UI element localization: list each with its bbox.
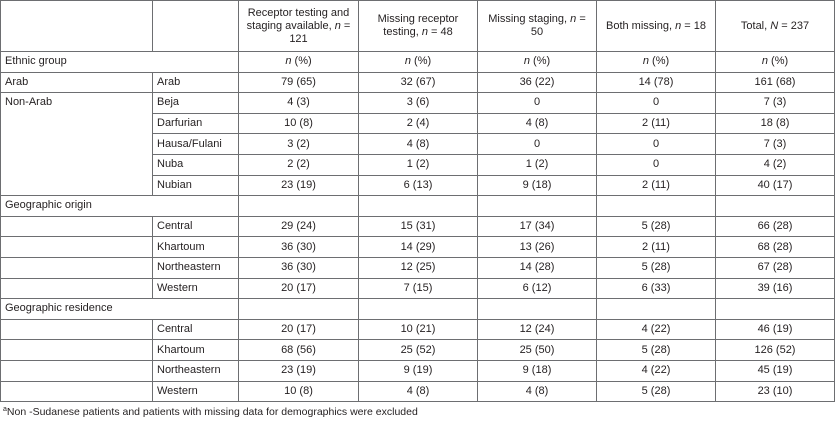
- value-cell: 7 (15): [359, 278, 478, 299]
- value-cell: 4 (8): [478, 381, 597, 402]
- value-cell: 12 (25): [359, 257, 478, 278]
- value-cell: 18 (8): [716, 113, 835, 134]
- value-cell: 5 (28): [597, 257, 716, 278]
- unit-label: n (%): [359, 52, 478, 73]
- empty-cell: [1, 381, 153, 402]
- value-cell: 4 (3): [239, 93, 359, 114]
- empty-cell: [1, 340, 153, 361]
- value-cell: 45 (19): [716, 360, 835, 381]
- unit-label: n (%): [716, 52, 835, 73]
- value-cell: 32 (67): [359, 72, 478, 93]
- row-label: Northeastern: [153, 360, 239, 381]
- row-label: Central: [153, 216, 239, 237]
- value-cell: 6 (13): [359, 175, 478, 196]
- empty-cell: [1, 257, 153, 278]
- value-cell: 4 (8): [359, 381, 478, 402]
- value-cell: 10 (21): [359, 319, 478, 340]
- empty-cell: [239, 196, 359, 217]
- value-cell: 0: [478, 134, 597, 155]
- value-cell: 1 (2): [359, 154, 478, 175]
- value-cell: 4 (22): [597, 319, 716, 340]
- empty-cell: [239, 299, 359, 320]
- section-label-residence: Geographic residence: [1, 299, 239, 320]
- value-cell: 3 (6): [359, 93, 478, 114]
- unit-label: n (%): [597, 52, 716, 73]
- empty-cell: [359, 196, 478, 217]
- table-row: [1, 319, 835, 340]
- value-cell: 5 (28): [597, 381, 716, 402]
- value-cell: 79 (65): [239, 72, 359, 93]
- value-cell: 2 (4): [359, 113, 478, 134]
- table-row: [1, 237, 835, 258]
- empty-cell: [478, 299, 597, 320]
- value-cell: 2 (11): [597, 175, 716, 196]
- footnote-mark: a: [3, 406, 7, 413]
- value-cell: 4 (8): [478, 113, 597, 134]
- empty-cell: [359, 299, 478, 320]
- row-label: Beja: [153, 93, 239, 114]
- row-label: Central: [153, 319, 239, 340]
- row-label: Darfurian: [153, 113, 239, 134]
- row-label: Nubian: [153, 175, 239, 196]
- value-cell: 0: [478, 93, 597, 114]
- value-cell: 3 (2): [239, 134, 359, 155]
- value-cell: 25 (50): [478, 340, 597, 361]
- value-cell: 17 (34): [478, 216, 597, 237]
- value-cell: 4 (22): [597, 360, 716, 381]
- unit-label: n (%): [478, 52, 597, 73]
- value-cell: 40 (17): [716, 175, 835, 196]
- value-cell: 4 (8): [359, 134, 478, 155]
- value-cell: 9 (18): [478, 360, 597, 381]
- column-header-total: Total, N = 237: [716, 1, 835, 52]
- section-row-ethnic: [1, 52, 835, 73]
- row-label: Arab: [153, 72, 239, 93]
- value-cell: 68 (56): [239, 340, 359, 361]
- table-row: [1, 340, 835, 361]
- empty-cell: [1, 278, 153, 299]
- header-blank-cell: [153, 1, 239, 52]
- section-label-ethnic: Ethnic group: [1, 52, 239, 73]
- value-cell: 7 (3): [716, 93, 835, 114]
- empty-cell: [597, 196, 716, 217]
- unit-label: n (%): [239, 52, 359, 73]
- row-label: Khartoum: [153, 340, 239, 361]
- value-cell: 29 (24): [239, 216, 359, 237]
- section-row-origin: [1, 196, 835, 217]
- group-label-non-arab: Non-Arab: [1, 93, 153, 196]
- empty-cell: [1, 360, 153, 381]
- value-cell: 5 (28): [597, 216, 716, 237]
- value-cell: 2 (11): [597, 113, 716, 134]
- value-cell: 23 (19): [239, 175, 359, 196]
- table-row: [1, 360, 835, 381]
- value-cell: 12 (24): [478, 319, 597, 340]
- value-cell: 6 (12): [478, 278, 597, 299]
- value-cell: 10 (8): [239, 113, 359, 134]
- row-label: Nuba: [153, 154, 239, 175]
- value-cell: 0: [597, 93, 716, 114]
- value-cell: 25 (52): [359, 340, 478, 361]
- value-cell: 36 (30): [239, 257, 359, 278]
- value-cell: 66 (28): [716, 216, 835, 237]
- empty-cell: [1, 319, 153, 340]
- empty-cell: [1, 216, 153, 237]
- value-cell: 20 (17): [239, 319, 359, 340]
- column-header-both-missing: Both missing, n = 18: [597, 1, 716, 52]
- row-label: Northeastern: [153, 257, 239, 278]
- value-cell: 6 (33): [597, 278, 716, 299]
- value-cell: 2 (11): [597, 237, 716, 258]
- table-row: [1, 72, 835, 93]
- table-row: [1, 257, 835, 278]
- value-cell: 7 (3): [716, 134, 835, 155]
- column-header-receptor-and-staging: Receptor testing and staging available, n = 121: [239, 1, 359, 52]
- value-cell: 14 (29): [359, 237, 478, 258]
- row-label: Khartoum: [153, 237, 239, 258]
- value-cell: 0: [597, 154, 716, 175]
- value-cell: 161 (68): [716, 72, 835, 93]
- empty-cell: [597, 299, 716, 320]
- empty-cell: [716, 196, 835, 217]
- footnote-text: Non -Sudanese patients and patients with missing data for demographics were excluded: [6, 406, 418, 418]
- value-cell: 2 (2): [239, 154, 359, 175]
- column-header-missing-receptor: Missing receptor testing, n = 48: [359, 1, 478, 52]
- value-cell: 36 (22): [478, 72, 597, 93]
- value-cell: 23 (10): [716, 381, 835, 402]
- value-cell: 9 (19): [359, 360, 478, 381]
- header-blank-cell: [1, 1, 153, 52]
- table-row: [1, 93, 835, 114]
- table-row: [1, 381, 835, 402]
- row-label: Hausa/Fulani: [153, 134, 239, 155]
- value-cell: 126 (52): [716, 340, 835, 361]
- value-cell: 67 (28): [716, 257, 835, 278]
- value-cell: 68 (28): [716, 237, 835, 258]
- value-cell: 23 (19): [239, 360, 359, 381]
- value-cell: 5 (28): [597, 340, 716, 361]
- empty-cell: [1, 237, 153, 258]
- value-cell: 46 (19): [716, 319, 835, 340]
- value-cell: 13 (26): [478, 237, 597, 258]
- footnote: [3, 406, 418, 418]
- value-cell: 4 (2): [716, 154, 835, 175]
- empty-cell: [716, 299, 835, 320]
- value-cell: 15 (31): [359, 216, 478, 237]
- empty-cell: [478, 196, 597, 217]
- value-cell: 14 (28): [478, 257, 597, 278]
- section-label-origin: Geographic origin: [1, 196, 239, 217]
- value-cell: 1 (2): [478, 154, 597, 175]
- section-row-residence: [1, 299, 835, 320]
- value-cell: 9 (18): [478, 175, 597, 196]
- value-cell: 39 (16): [716, 278, 835, 299]
- header-row: [1, 1, 835, 52]
- column-header-missing-staging: Missing staging, n = 50: [478, 1, 597, 52]
- value-cell: 20 (17): [239, 278, 359, 299]
- row-label: Western: [153, 278, 239, 299]
- value-cell: 14 (78): [597, 72, 716, 93]
- table-row: [1, 278, 835, 299]
- group-label-arab: Arab: [1, 72, 153, 93]
- value-cell: 10 (8): [239, 381, 359, 402]
- value-cell: 0: [597, 134, 716, 155]
- row-label: Western: [153, 381, 239, 402]
- table-row: [1, 216, 835, 237]
- value-cell: 36 (30): [239, 237, 359, 258]
